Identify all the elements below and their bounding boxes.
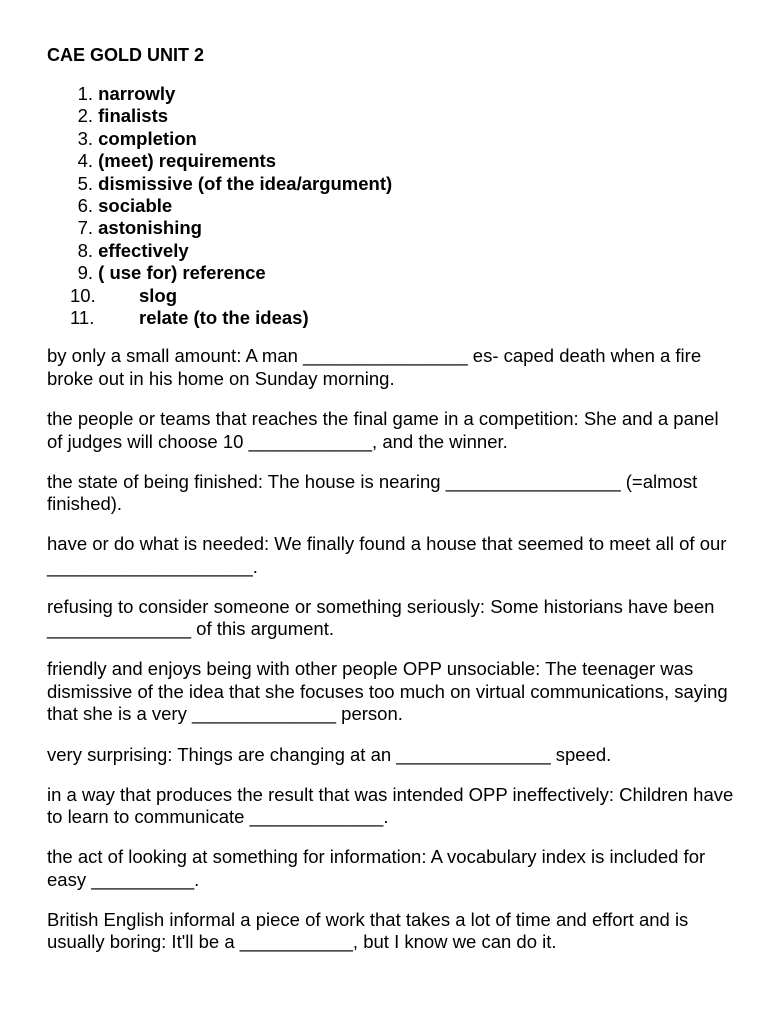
list-item	[47, 128, 737, 150]
exercise-sentence: the state of being finished: The house is nearing _________________ (=almost finished).	[47, 470, 698, 515]
list-item	[47, 240, 737, 262]
item-number: 3.	[77, 127, 93, 149]
exercise-sentence: the act of looking at something for information: A vocabulary index is included for easy __________.	[47, 846, 706, 890]
list-item	[47, 83, 737, 105]
item-number: 8.	[77, 239, 93, 261]
exercise-sentence: have or do what is needed: We finally found a house that seemed to meet all of our ____________________.	[47, 533, 727, 577]
item-word: relate (to the ideas)	[139, 307, 309, 329]
item-word: astonishing	[98, 217, 202, 239]
item-word: narrowly	[98, 83, 176, 104]
item-word: ( use for) reference	[98, 262, 266, 284]
item-word: slog	[139, 284, 178, 306]
item-word: (meet) requirements	[98, 150, 276, 172]
item-word: completion	[98, 127, 197, 149]
vocabulary-list	[47, 83, 737, 329]
item-number: 10.	[70, 284, 96, 306]
exercise-sentence: in a way that produces the result that was intended OPP ineffectively: Children have to learn to communicate _____________.	[47, 783, 734, 828]
item-number: 5.	[77, 172, 93, 194]
list-item	[47, 150, 737, 172]
exercise-sentence: the people or teams that reaches the final game in a competition: She and a panel of judges will choose 10 ____________, and the winner.	[47, 408, 719, 452]
item-number: 2.	[77, 105, 93, 127]
item-number: 4.	[77, 150, 93, 172]
item-number: 6.	[77, 195, 93, 217]
item-number: 7.	[77, 217, 93, 239]
list-item	[47, 217, 737, 239]
item-number: 9.	[77, 262, 93, 284]
list-item	[47, 262, 737, 284]
document-title: CAE GOLD UNIT 2	[47, 45, 205, 65]
item-number: 1.	[77, 83, 93, 104]
exercise-sentence: refusing to consider someone or something seriously: Some historians have been ______________ of this argument.	[47, 595, 715, 640]
item-word: dismissive (of the idea/argument)	[98, 172, 393, 194]
exercise-sentence: by only a small amount: A man ________________ es- caped death when a fire broke out in his home on Sunday morning.	[47, 345, 702, 389]
list-item	[47, 195, 737, 217]
item-number: 11.	[70, 307, 95, 329]
item-word: effectively	[98, 239, 189, 261]
list-item	[47, 105, 737, 127]
list-item	[47, 307, 737, 329]
item-word: sociable	[98, 195, 173, 217]
document-page	[47, 44, 737, 971]
exercise-sentence: British English informal a piece of work that takes a lot of time and effort and is usually boring: It'll be a ___________, but I know we can do it.	[47, 908, 689, 953]
exercise-sentence: very surprising: Things are changing at an _______________ speed.	[47, 743, 612, 765]
list-item	[47, 285, 737, 307]
item-word: finalists	[98, 105, 169, 127]
list-item	[47, 173, 737, 195]
exercise-sentence: friendly and enjoys being with other people OPP unsociable: The teenager was dismissive of the idea that she focuses too much on virtual communications, saying that she is a very ______________ person.	[47, 658, 728, 725]
